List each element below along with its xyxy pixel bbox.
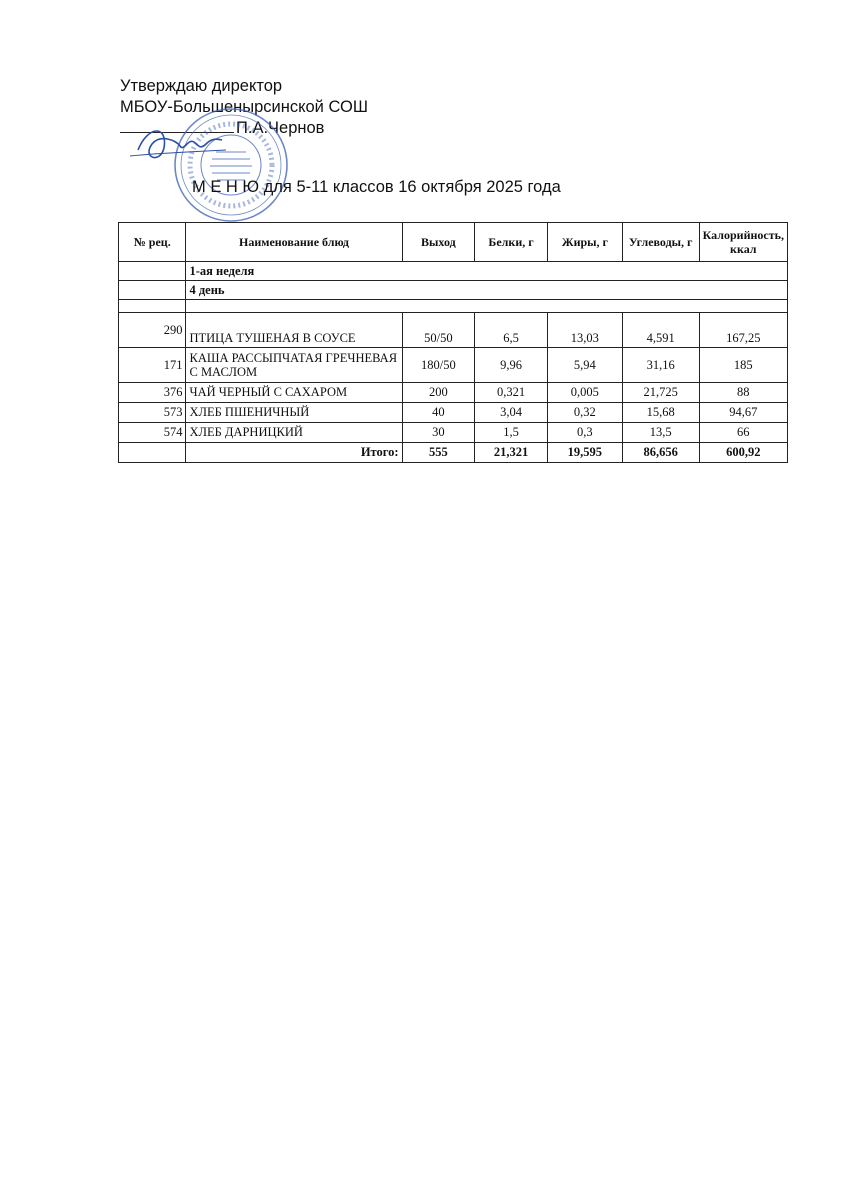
day-label: 4 день bbox=[186, 281, 788, 300]
school-name: МБОУ-Большенырсинской СОШ bbox=[120, 98, 368, 116]
dish-protein: 1,5 bbox=[475, 423, 548, 443]
approval-line: Утверждаю директор bbox=[120, 77, 283, 95]
dish-kcal: 88 bbox=[699, 383, 787, 403]
dish-name: КАША РАССЫПЧАТАЯ ГРЕЧНЕВАЯ С МАСЛОМ bbox=[186, 348, 402, 383]
rec-number: 573 bbox=[119, 403, 186, 423]
header-output: Выход bbox=[402, 223, 475, 262]
rec-number: 574 bbox=[119, 423, 186, 443]
dish-carbs: 21,725 bbox=[622, 383, 699, 403]
dish-kcal: 167,25 bbox=[699, 313, 787, 348]
total-row bbox=[119, 443, 788, 463]
rec-number: 290 bbox=[119, 313, 186, 348]
week-label: 1-ая неделя bbox=[186, 262, 788, 281]
dish-fat: 0,32 bbox=[547, 403, 622, 423]
dish-output: 200 bbox=[402, 383, 475, 403]
signature-icon bbox=[128, 120, 228, 166]
dish-protein: 9,96 bbox=[475, 348, 548, 383]
dish-carbs: 15,68 bbox=[622, 403, 699, 423]
table-row bbox=[119, 348, 788, 383]
total-kcal: 600,92 bbox=[699, 443, 787, 463]
spacer-row bbox=[119, 300, 788, 313]
menu-title: М Е Н Ю для 5-11 классов 16 октября 2025 года bbox=[192, 178, 561, 196]
dish-output: 40 bbox=[402, 403, 475, 423]
day-row bbox=[119, 281, 788, 300]
dish-carbs: 31,16 bbox=[622, 348, 699, 383]
dish-name: ХЛЕБ ДАРНИЦКИЙ bbox=[186, 423, 402, 443]
dish-output: 50/50 bbox=[402, 313, 475, 348]
dish-protein: 0,321 bbox=[475, 383, 548, 403]
header-carbs: Углеводы, г bbox=[622, 223, 699, 262]
table-header-row bbox=[119, 223, 788, 262]
dish-fat: 13,03 bbox=[547, 313, 622, 348]
header-rec: № рец. bbox=[119, 223, 186, 262]
rec-number: 376 bbox=[119, 383, 186, 403]
dish-carbs: 4,591 bbox=[622, 313, 699, 348]
total-label: Итого: bbox=[186, 443, 402, 463]
dish-protein: 6,5 bbox=[475, 313, 548, 348]
director-name: П.А.Чернов bbox=[236, 119, 325, 137]
table-row bbox=[119, 423, 788, 443]
dish-fat: 5,94 bbox=[547, 348, 622, 383]
dish-protein: 3,04 bbox=[475, 403, 548, 423]
total-protein: 21,321 bbox=[475, 443, 548, 463]
dish-kcal: 66 bbox=[699, 423, 787, 443]
dish-output: 180/50 bbox=[402, 348, 475, 383]
dish-fat: 0,005 bbox=[547, 383, 622, 403]
header-fat: Жиры, г bbox=[547, 223, 622, 262]
total-carbs: 86,656 bbox=[622, 443, 699, 463]
dish-name: ЧАЙ ЧЕРНЫЙ С САХАРОМ bbox=[186, 383, 402, 403]
dish-carbs: 13,5 bbox=[622, 423, 699, 443]
dish-output: 30 bbox=[402, 423, 475, 443]
table-row bbox=[119, 403, 788, 423]
total-fat: 19,595 bbox=[547, 443, 622, 463]
rec-number: 171 bbox=[119, 348, 186, 383]
dish-kcal: 185 bbox=[699, 348, 787, 383]
menu-table bbox=[118, 222, 788, 463]
dish-kcal: 94,67 bbox=[699, 403, 787, 423]
table-row bbox=[119, 313, 788, 348]
dish-name: ПТИЦА ТУШЕНАЯ В СОУСЕ bbox=[186, 313, 402, 348]
week-row bbox=[119, 262, 788, 281]
total-output: 555 bbox=[402, 443, 475, 463]
header-kcal: Калорийность, ккал bbox=[699, 223, 787, 262]
table-row bbox=[119, 383, 788, 403]
dish-fat: 0,3 bbox=[547, 423, 622, 443]
header-protein: Белки, г bbox=[475, 223, 548, 262]
dish-name: ХЛЕБ ПШЕНИЧНЫЙ bbox=[186, 403, 402, 423]
header-name: Наименование блюд bbox=[186, 223, 402, 262]
